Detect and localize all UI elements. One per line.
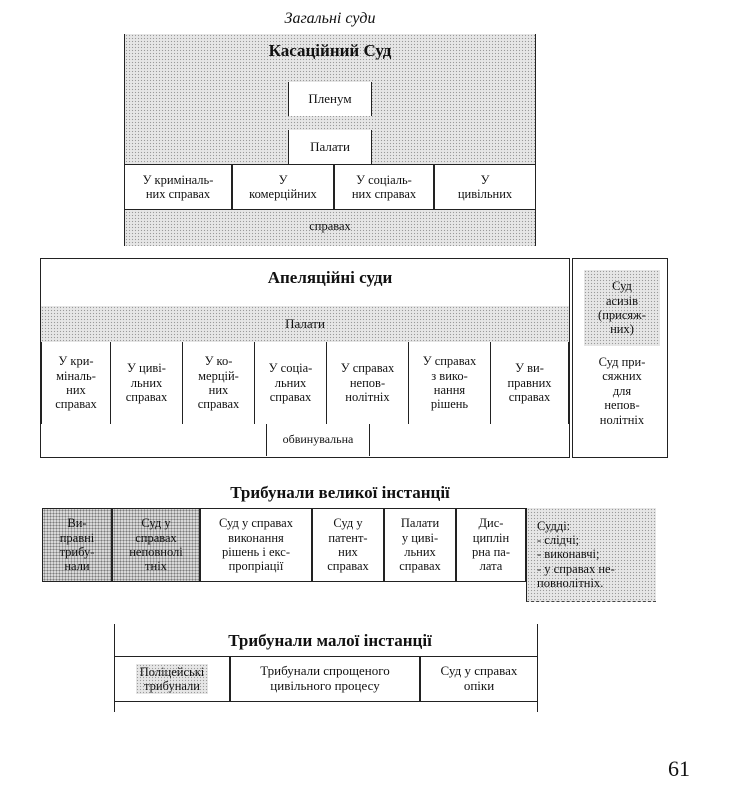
appeal-division-social: У соціа- льних справах: [255, 342, 327, 424]
cassation-division-commercial: У комерційних: [232, 164, 334, 210]
page-number: 61: [668, 756, 690, 781]
high-enforcement-court: Суд у справах виконання рішень і екс- пропріації: [200, 508, 312, 582]
high-corrective-tribunals: Ви- правні трибу- нали: [42, 508, 112, 582]
low-guardianship-court: Суд у справах опіки: [420, 656, 538, 702]
high-juvenile-court: Суд у справах неповнолі тніх: [112, 508, 200, 582]
appeal-indictment-chamber: обвинувальна: [266, 424, 370, 456]
appeal-division-civil: У циві- льних справах: [111, 342, 183, 424]
cassation-court-title: Касаційний Суд: [268, 41, 392, 60]
low-simplified-civil-tribunals: Трибунали спрощеного цивільного процесу: [230, 656, 420, 702]
cassation-bottom-label: справах: [309, 218, 351, 233]
appeal-division-enforcement: У справах з вико- нання рішень: [409, 342, 491, 424]
appeal-division-corrective: У ви- правних справах: [491, 342, 569, 424]
appeal-division-commercial: У ко- мерцій- них справах: [183, 342, 255, 424]
appeal-division-criminal: У кри- міналь- них справах: [41, 342, 111, 424]
high-judges: Судді: - слідчі; - виконавчі; - у справах не- повнолітніх.: [526, 508, 656, 602]
high-patent-court: Суд у патент- них справах: [312, 508, 384, 582]
assize-juvenile-jury: Суд при- сяжних для непов- нолітніх: [598, 355, 646, 427]
appeal-courts-title: Апеляційні суди: [267, 268, 393, 287]
page-heading: Загальні суди: [284, 10, 376, 27]
cassation-plenum: Пленум: [288, 82, 372, 116]
low-instance-title: Трибунали малої інстанції: [228, 631, 432, 650]
appeal-division-juvenile: У справах непов- нолітніх: [327, 342, 409, 424]
assize-court-title: Суд асизів (присяж- них): [584, 270, 660, 346]
low-police-tribunals-label: Поліцейські трибунали: [136, 664, 209, 695]
high-civil-chambers: Палати у циві- льних справах: [384, 508, 456, 582]
cassation-division-civil: У цивільних: [434, 164, 536, 210]
low-police-tribunals: [114, 656, 230, 702]
appeal-chambers: Палати: [41, 306, 569, 342]
high-disciplinary-chamber: Дис- циплін рна па- лата: [456, 508, 526, 582]
cassation-chambers: Палати: [288, 130, 372, 164]
cassation-division-social: У соціаль- них справах: [334, 164, 434, 210]
cassation-division-criminal: У криміналь- них справах: [124, 164, 232, 210]
high-instance-title: Трибунали великої інстанції: [230, 483, 450, 502]
